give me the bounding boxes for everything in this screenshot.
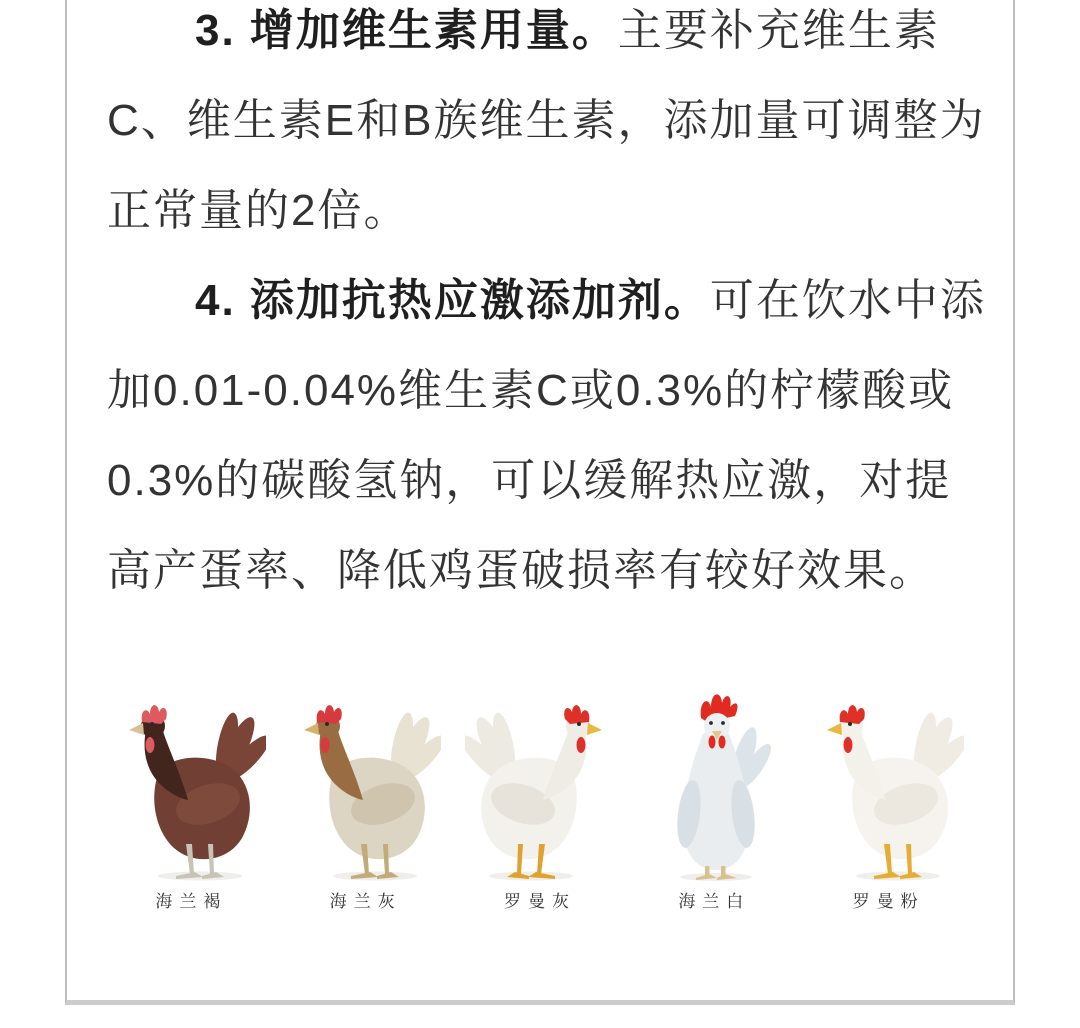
paragraph-3-lead: 3. 增加维生素用量。 [195,6,618,55]
wattle [843,737,852,753]
chicken-image-lohmann-grey [465,686,615,881]
breed-figure-hailan-white [634,686,794,912]
paragraph-4 [107,256,991,616]
paragraph-4-lead: 4. 添加抗热应激添加剂。 [195,276,710,325]
beak [129,723,144,735]
breed-label: 海兰褐 [155,892,228,911]
beak [304,723,319,735]
wattle [320,737,329,753]
wattle-left [709,736,716,749]
breed-label: 罗曼灰 [503,892,576,911]
chicken-breeds-figure [67,686,1013,912]
comb [839,705,864,724]
article-text [67,0,1013,616]
chicken-image-hailan-brown [116,686,266,881]
comb [316,705,341,724]
eye [848,722,852,726]
beak [587,723,602,735]
breed-label: 海兰白 [678,892,751,911]
wattle [576,737,585,753]
breed-figure-hailan-grey [286,686,446,912]
comb [142,705,167,724]
eye [150,722,154,726]
breed-figure-lohmann-grey [460,686,620,912]
wattle [146,737,155,753]
chicken-image-hailan-grey [291,686,441,881]
eye-left [709,721,713,725]
eye [325,722,329,726]
chicken-image-lohmann-pink [814,686,964,881]
breed-label: 罗曼粉 [852,892,925,911]
article-card [65,0,1015,1005]
wattle-right [719,736,726,749]
breed-figure-lohmann-pink [809,686,969,912]
eye [577,722,581,726]
paragraph-3 [107,0,991,256]
breed-figure-hailan-brown [111,686,271,912]
beak [827,723,842,735]
breed-label: 海兰灰 [329,892,402,911]
paragraph-3-body: 主要补充维生素C、维生素E和B族维生素，添加量可调整为正常量的2倍。 [107,6,986,235]
chicken-image-hailan-white [639,686,789,881]
eye-right [721,721,725,725]
comb [564,705,589,724]
paragraph-4-body: 可在饮水中添加0.01-0.04%维生素C或0.3%的柠檬酸或0.3%的碳酸氢钠，可以缓解热应激，对提高产蛋率、降低鸡蛋破损率有较好效果。 [107,276,986,595]
